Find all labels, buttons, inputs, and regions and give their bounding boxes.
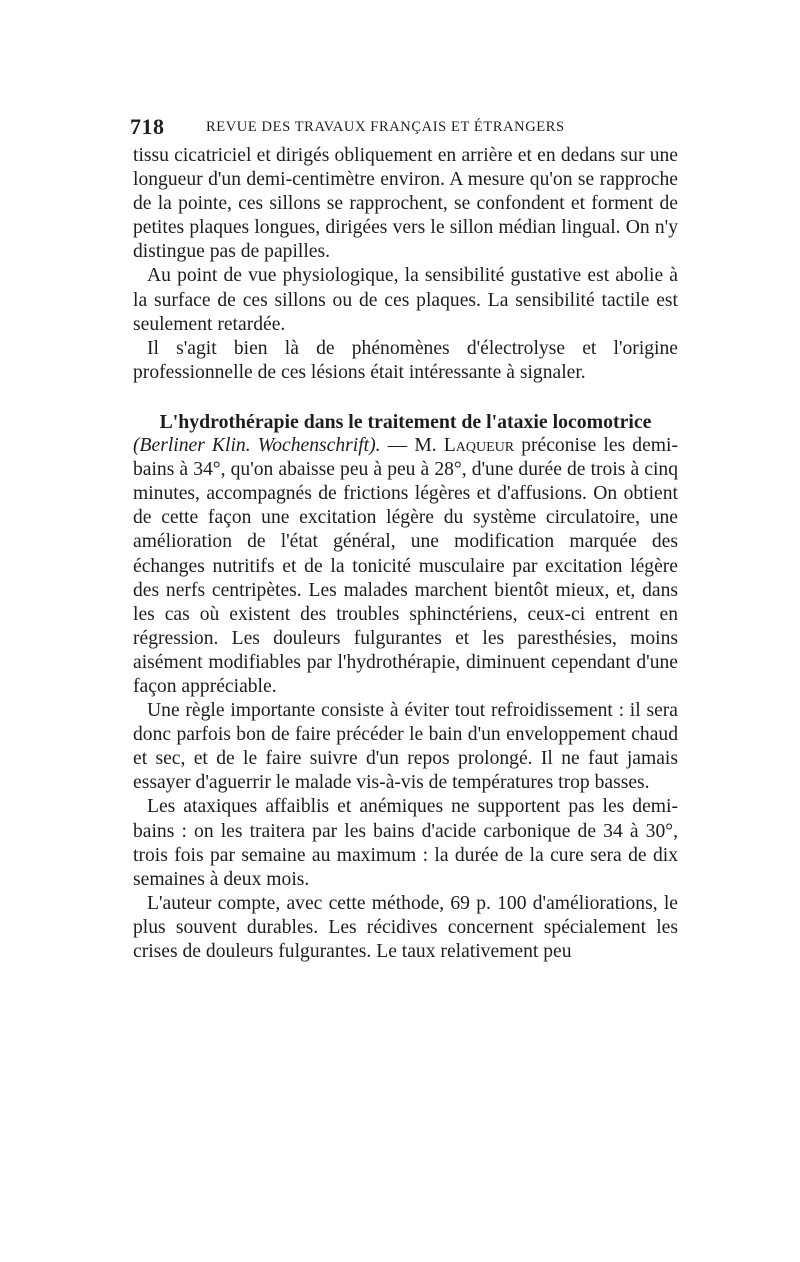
- paragraph-rule: Une règle importante consiste à éviter tout refroidissement : il sera donc parfois bon de faire précéder le bain d'un enveloppement chaud et sec, et de le faire suivre d'un repos prolongé. Il ne faut jamais essayer d'aguerrir le malade vis-à-vis de températures trop basses.: [133, 700, 678, 794]
- paragraph-physiology: Au point de vue physiologique, la sensibilité gustative est abolie à la surface de ces sillons ou de ces plaques. La sensibilité tactile est seulement retardée.: [133, 265, 678, 335]
- journal-reference: (Berliner Klin. Wochenschrift).: [133, 435, 381, 457]
- section-title: L'hydrothérapie dans le traitement de l'ataxie locomotrice: [159, 410, 652, 433]
- paragraph-ataxics: Les ataxiques affaiblis et anémiques ne supportent pas les demi-bains : on les traitera par les bains d'acide carbonique de 34 à 30°, trois fois par semaine au maximum : la durée de la cure sera de dix semaines à deux mois.: [133, 796, 678, 890]
- running-head: [130, 108, 678, 144]
- paragraph-electrolysis: Il s'agit bien là de phénomènes d'électrolyse et l'origine professionnelle de ces lésions était intéressante à signaler.: [133, 337, 678, 383]
- page-number: 718: [130, 114, 165, 139]
- author-name: Laqueur: [443, 435, 515, 457]
- running-head-title: REVUE DES TRAVAUX FRANÇAIS ET ÉTRANGERS: [206, 119, 565, 135]
- paragraph-results: L'auteur compte, avec cette méthode, 69 p. 100 d'améliorations, le plus souvent durables. Les récidives concernent spécialement les crises de douleurs fulgurantes. Le taux relativement peu: [133, 892, 678, 962]
- paragraph-section-intro: [133, 434, 678, 699]
- author-dash: — M.: [380, 435, 444, 457]
- paragraph-continuation: tissu cicatriciel et dirigés obliquement en arrière et en dedans sur une longueur d'un demi-centimètre environ. A mesure qu'on se rapproche de la pointe, ces sillons se rapprochent, se confondent et forment de petites plaques longues, dirigées vers le sillon médian lingual. On n'y distingue pas de papilles.: [133, 145, 678, 263]
- page-body: [133, 144, 678, 964]
- book-page: [130, 108, 678, 964]
- section-spacer: [133, 385, 678, 410]
- intro-text: préconise les demi-bains à 34°, qu'on abaisse peu à peu à 28°, d'une durée de trois à cinq minutes, accompagnés de frictions légères et d'affusions. On obtient de cette façon une excitation légère du système circulatoire, une amélioration de l'état général, une modification marquée des échanges nutritifs et de la tonicité musculaire par excitation légère des nerfs centripètes. Les malades marchent bientôt mieux, et, dans les cas où existent des troubles sphinctériens, ceux-ci entrent en régression. Les douleurs fulgurantes et les paresthésies, moins aisément modifiables par l'hydrothérapie, diminuent cependant d'une façon appréciable.: [133, 435, 678, 697]
